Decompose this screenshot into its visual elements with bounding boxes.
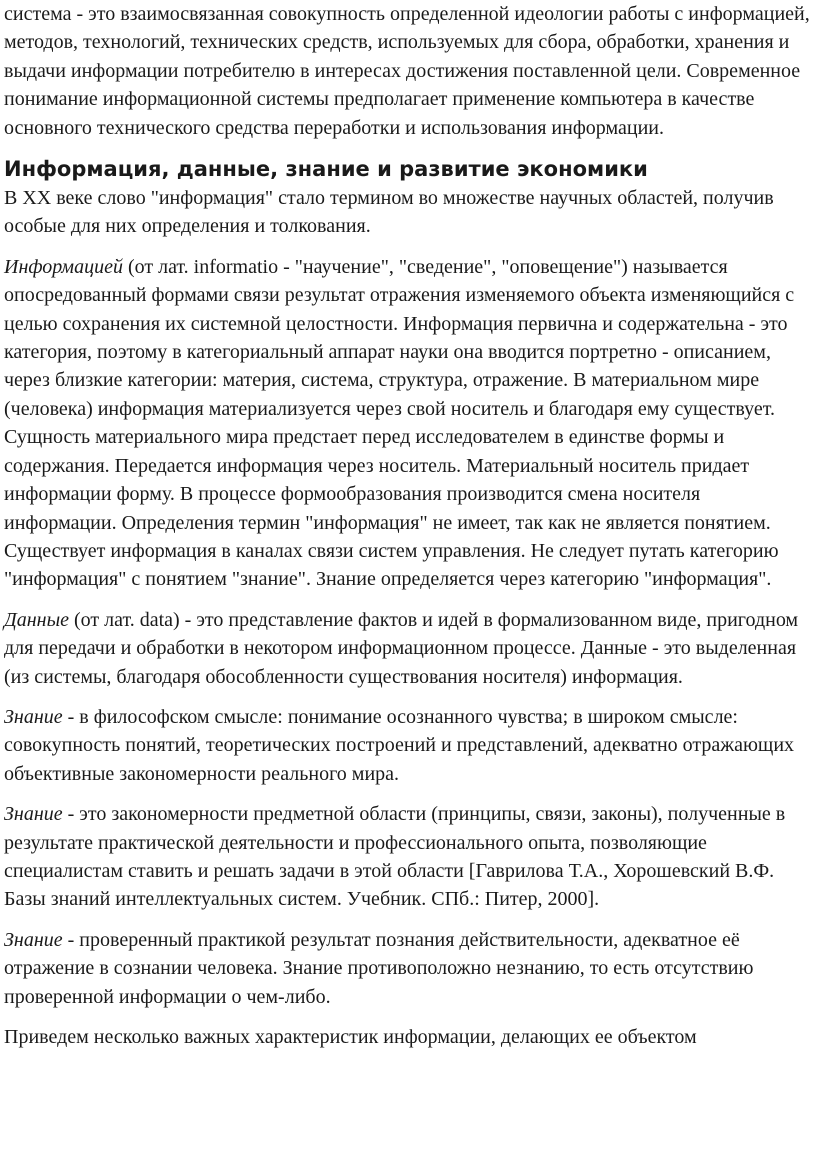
paragraph-information-definition bbox=[4, 253, 810, 594]
term-information: Информацией bbox=[4, 255, 123, 278]
knowledge-definition-1-text: - в философском смысле: понимание осознанного чувства; в широком смысле: совокупность понятий, теоретических построений и представлений, адекватно отражающих объективные закономерности реального мира. bbox=[4, 705, 795, 785]
section-heading: Информация, данные, знание и развитие экономики bbox=[4, 157, 648, 182]
paragraph-knowledge-definition-2 bbox=[4, 800, 810, 914]
paragraph-xx-century: В XX веке слово "информация" стало термином во множестве научных областей, получив особые для них определения и толкования. bbox=[4, 187, 774, 238]
term-knowledge: Знание bbox=[4, 705, 63, 728]
knowledge-definition-3-text: - проверенный практикой результат познания действительности, адекватное её отражение в сознании человека. Знание противоположно незнанию, то есть отсутствию проверенной информации о чем-либо. bbox=[4, 928, 754, 1008]
information-definition-text: (от лат. informatio - "научение", "сведение", "оповещение") называется опосредованный формами связи результат отражения изменяемого объекта изменяющийся с целью сохранения их системной целостности. Информация первична и содержательна - это категория, поэтому в категориальный аппарат науки она вводится портретно - описанием, через близкие категории: материя, система, структура, отражение. В материальном мире (человека) информация материализуется через свой носитель и благодаря ему существует. Сущность материального мира предстает перед исследователем в единстве формы и содержания. Передается информация через носитель. Материальный носитель придает информации форму. В процессе формообразования производится смена носителя информации. Определения термин "информация" не имеет, так как не является понятием. Существует информация в каналах связи систем управления. Не следует путать категорию "информация" с понятием "знание". Знание определяется через категорию "информация". bbox=[4, 255, 795, 591]
term-knowledge: Знание bbox=[4, 928, 63, 951]
term-knowledge: Знание bbox=[4, 803, 63, 826]
paragraph-knowledge-definition-1 bbox=[4, 703, 810, 788]
data-definition-text: (от лат. data) - это представление фактов и идей в формализованном виде, пригодном для передачи и обработки в некотором информационном процессе. Данные - это выделенная (из системы, благодаря обособленности существования носителя) информация. bbox=[4, 608, 799, 688]
paragraph-characteristics-intro: Приведем несколько важных характеристик информации, делающих ее объектом bbox=[4, 1026, 697, 1048]
term-data: Данные bbox=[4, 608, 69, 631]
knowledge-definition-2-text: - это закономерности предметной области (принципы, связи, законы), полученные в результате практической деятельности и профессионального опыта, позволяющие специалистам ставить и решать задачи в этой области [Гаврилова Т.А., Хорошевский В.Ф. Базы знаний интеллектуальных систем. Учебник. СПб.: Питер, 2000]. bbox=[4, 803, 786, 911]
intro-paragraph: система - это взаимосвязанная совокупность определенной идеологии работы с информацией, методов, технологий, технических средств, используемых для сбора, обработки, хранения и выдачи информации потребителю в интересах достижения поставленной цели. Современное понимание информационной системы предполагает применение компьютера в качестве основного технического средства переработки и использования информации. bbox=[4, 3, 810, 139]
paragraph-knowledge-definition-3 bbox=[4, 926, 810, 1011]
paragraph-data-definition bbox=[4, 606, 810, 691]
